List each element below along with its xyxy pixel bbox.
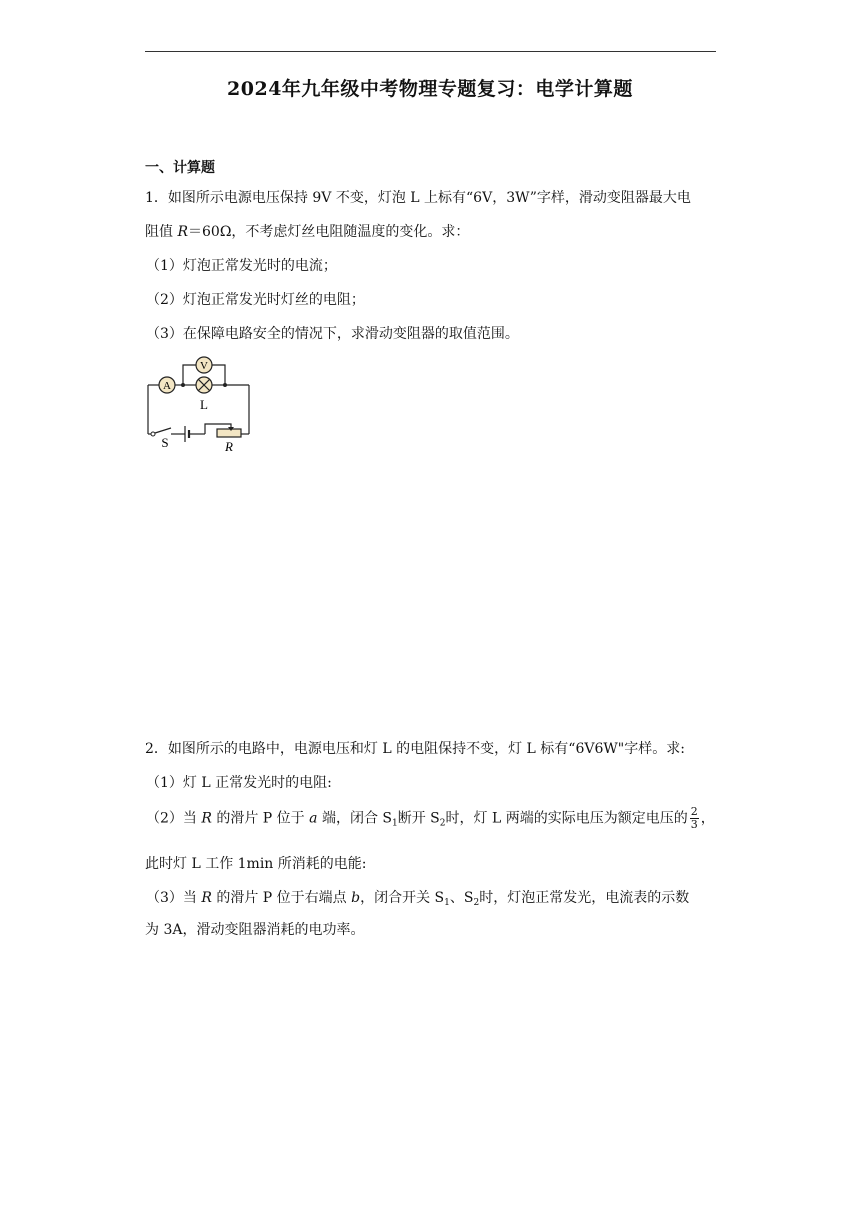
q2-part-3: （3）当 R 的滑片 P 位于右端点 b，闭合开关 $S_1$、$S_2$时，灯泡正常发光，电流表的示数 — [146, 890, 690, 908]
section-heading: 一、计算题 — [145, 160, 215, 176]
q2-part-2: （2）当 R 的滑片 P 位于 a 端，闭合 $S_1$断开 $S_2$时，灯 L 两端的实际电压为额定电压的 $\frac{2}{3}$ ， — [146, 805, 715, 831]
q1-part-1: （1）灯泡正常发光时的电流； — [146, 258, 337, 274]
rheostat-icon — [217, 429, 241, 437]
q2-line-1: 2．如图所示的电路中，电源电压和灯 L 的电阻保持不变，灯 L 标有“6V6W"字样。求: — [145, 741, 685, 757]
fraction-two-thirds: $\frac{2}{3}$ — [690, 805, 698, 831]
q1-part-3: （3）在保障电路安全的情况下，求滑动变阻器的取值范围。 — [146, 326, 519, 342]
ammeter-label: A — [163, 380, 171, 392]
page-title: 2024年九年级中考物理专题复习：电学计算题 — [227, 78, 633, 100]
q1-line-2: 阻值 R＝60Ω，不考虑灯丝电阻随温度的变化。求： — [145, 224, 470, 240]
lamp-label: L — [200, 397, 208, 412]
rheostat-label: R — [225, 439, 233, 454]
q2-part-2-cont: 此时灯 L 工作 1min 所消耗的电能: — [145, 856, 367, 872]
switch-icon — [155, 428, 171, 433]
voltmeter-label: V — [200, 360, 208, 372]
q1-line-1: 1．如图所示电源电压保持 9V 不变，灯泡 L 上标有“6V，3W”字样，滑动变阻器最大电 — [145, 190, 691, 206]
header-rule — [145, 51, 716, 52]
circuit-diagram — [143, 350, 255, 454]
q2-part-1: （1）灯 L 正常发光时的电阻: — [146, 775, 332, 791]
q1-part-2: （2）灯泡正常发光时灯丝的电阻； — [146, 292, 365, 308]
switch-label: S — [161, 435, 169, 450]
q2-part-3-cont: 为 3A，滑动变阻器消耗的电功率。 — [145, 922, 365, 938]
